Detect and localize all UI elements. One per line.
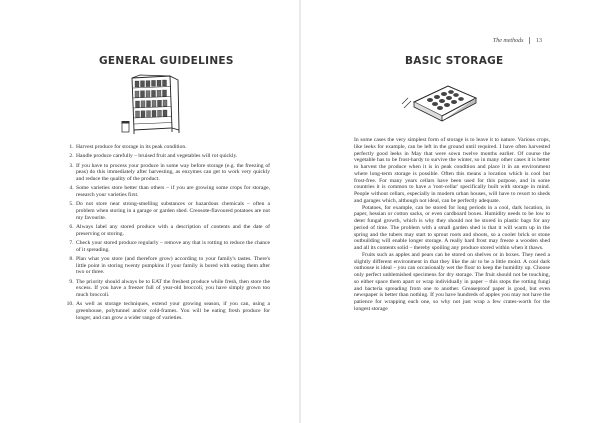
body-paragraph: In some cases the very simplest form of storage is to leave it to nature. Various crops, like leeks for example, can be left in the ground until required. I have often harvested perfectly good leeks in May that were sown twelve months earlier. Of course the vegetable has to be frost-hardy to survive the winter, so in many other cases it is better to harvest the produce when it is in peak condition and place it in an environment where long-term storage is possible. Often this means a location which is cool but frost-free. For many years cellars have been used for this purpose, and in some countries it is common to have a 'root-cellar' specifically built with storage in mind. People without cellars, especially in modern urban houses, will have to resort to sheds and garages which, although not ideal, can be perfectly adequate.: [354, 137, 550, 204]
general-guidelines-heading: GENERAL GUIDELINES: [99, 55, 234, 67]
running-head-divider: [529, 37, 530, 44]
running-head-section: The methods: [492, 37, 524, 44]
guidelines-list: [66, 144, 270, 324]
page-number: 13: [536, 37, 542, 44]
basic-storage-body: [354, 137, 550, 313]
basic-storage-heading: BASIC STORAGE: [405, 55, 504, 67]
guideline-item: 3. If you have to process your produce in some way before storage (e.g. the freezing of peas) do this immediately after harvesting, as enzymes can get to work very quickly and reduce the quality of the product.: [75, 163, 270, 183]
body-paragraph: Fruits such as apples and pears can be stored on shelves or in boxes. They need a slightly different environment in that they like the air to be a little moist. A cool dark outhouse is ideal – you can occasionally wet the floor to keep the humidity up. Choose only perfect unblemished specimens for dry storage. The fruit should not be touching, so either space them apart or wrap individually in paper – this stops the rotting fungi and bacteria spreading from one to another. Greaseproof paper is good, but even newspaper is better than nothing. If you have hundreds of apples you may not have the patience for wrapping each one, so why not just wrap a few crates-worth for the longest storage: [354, 251, 550, 312]
bookshelf-with-preserves-illustration: [118, 74, 188, 136]
guideline-item: 8. Plan what you store (and therefore grow) according to your family's tastes. There's little point in storing twenty pumpkins if your family is bored with eating them after two or three.: [75, 256, 270, 276]
guideline-item: 4. Some varieties store better than others – if you are growing some crops for storage, research your varieties first.: [75, 185, 270, 198]
guideline-item: 7. Check your stored produce regularly – remove any that is rotting to reduce the chance of it spreading.: [75, 240, 270, 253]
running-head: [493, 37, 542, 44]
guideline-item: 2. Handle produce carefully – bruised fruit and vegetables will rot quickly.: [75, 153, 270, 160]
guideline-item: 9. The priority should always be to EAT the freshest produce while fresh, then store the excess. If you have a freezer full of year-old broccoli, you have simply grown too much broccoli.: [75, 279, 270, 299]
guideline-item: 10. As well as storage techniques, extend your growing season, if you can, using a greenhouse, polytunnel and/or cold-frames. You will be eating fresh produce for longer, and can grow a wider range of varieties.: [75, 301, 270, 321]
storage-tray-illustration: [400, 78, 480, 122]
right-page: [300, 0, 600, 423]
guideline-item: 1. Harvest produce for storage in its peak condition.: [75, 144, 270, 151]
guideline-item: 6. Always label any stored produce with a description of contents and the date of preserving or storing.: [75, 224, 270, 237]
guideline-item: 5. Do not store near strong-smelling substances or hazardous chemicals – often a problem when storing in a garage or garden shed. Creosote-flavoured potatoes are not my favourite.: [75, 201, 270, 221]
body-paragraph: Potatoes, for example, can be stored for long periods in a cool, dark location, in paper, hessian or cotton sacks, or even cardboard boxes. Humidity needs to be low to deter fungal growth, which is why they should not be stored in plastic bags for any period of time. The problem with a small garden shed is that it will warm up in the spring and the tubers may start to sprout roots and shoots, so a cooler brick or stone outbuilding will enable longer storage. A really hard frost may freeze a wooden shed and all its contents solid – thereby spoiling any produce stored within when it thaws.: [354, 204, 550, 251]
